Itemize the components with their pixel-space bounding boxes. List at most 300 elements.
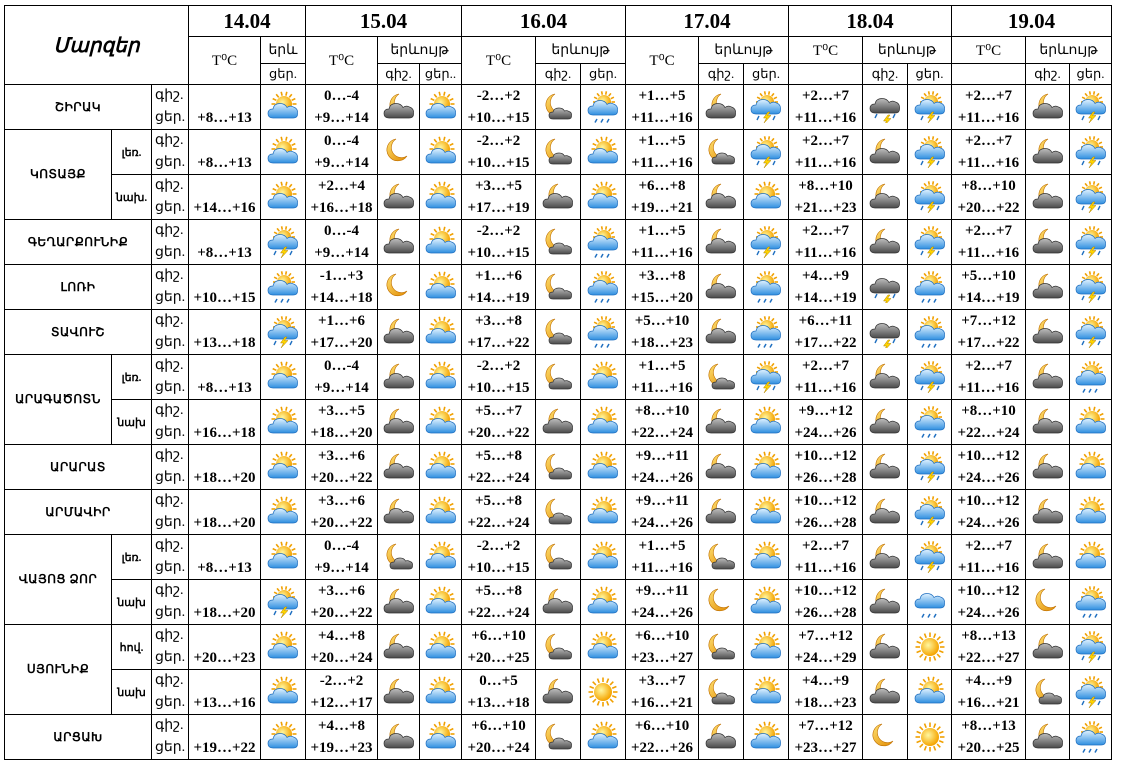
day-temp: +24…+26 (630, 515, 694, 531)
night-temp: +5…+10 (634, 313, 690, 329)
table-row (5, 400, 1112, 445)
sun-icon (912, 631, 948, 663)
moon-darkcloud-icon (867, 631, 903, 663)
day-temp: +11…+16 (794, 110, 857, 126)
moon-darkcloud-icon (381, 406, 417, 438)
night-label: գիշ. (155, 493, 184, 508)
region-name: ԱՐԱԳԱԾՈՏՆ (5, 355, 112, 445)
temp-cell-3 (462, 715, 536, 760)
night-day-labels (152, 445, 189, 490)
night-label: գիշ. (155, 583, 184, 598)
moon-darkcloud-icon (381, 451, 417, 483)
moon-darkcloud-icon (867, 136, 903, 168)
sun-thunder-icon (1073, 271, 1109, 303)
weather-cell-1 (261, 715, 306, 760)
night-weather-cell-3 (536, 310, 581, 355)
day-temp: +11…+16 (957, 380, 1020, 396)
night-temp: +2…+7 (964, 88, 1013, 104)
moon-darkcloud-icon (540, 406, 576, 438)
day-temp: +15…+20 (630, 290, 694, 306)
night-temp: -2…+2 (476, 538, 521, 554)
night-temp: +3…+5 (317, 403, 366, 419)
moon-cloud-icon (540, 136, 576, 168)
temp-cell-2 (306, 175, 378, 220)
day-temp: +11…+16 (794, 155, 857, 171)
phenomenon-header-6: երևույթ (1026, 37, 1112, 64)
night-temp (189, 535, 260, 557)
temp-cell-3 (462, 400, 536, 445)
day-temp: +11…+16 (957, 155, 1020, 171)
table-row (5, 580, 1112, 625)
night-temp: +2…+7 (801, 133, 850, 149)
day-weather-cell-2 (420, 625, 462, 670)
night-temp: +9…+11 (635, 493, 689, 509)
moon-darkcloud-icon (867, 676, 903, 708)
day-label: ցեր. (155, 380, 186, 395)
day-temp: +10…+15 (467, 155, 530, 171)
day-temp: +22…+24 (467, 515, 530, 531)
night-weather-cell-4 (699, 715, 744, 760)
day-temp: +14…+19 (467, 290, 530, 306)
sun-cloud-icon (265, 676, 301, 708)
night-weather-cell-6 (1026, 355, 1070, 400)
temp-cell-5 (789, 130, 863, 175)
moon-darkcloud-icon (703, 91, 739, 123)
temp-cell-5 (789, 355, 863, 400)
day-temp: +18…+20 (310, 425, 373, 441)
day-temp: +10…+15 (467, 560, 530, 576)
night-weather-cell-4 (699, 400, 744, 445)
moon-darkcloud-icon (1030, 361, 1066, 393)
day-label: ցեր. (155, 650, 186, 665)
night-temp: -2…+2 (476, 133, 521, 149)
day-temp: +8…+13 (197, 155, 252, 171)
sun-cloud-icon (585, 136, 621, 168)
night-label: գիշ. (155, 313, 184, 328)
night-day-labels (152, 355, 189, 400)
night-weather-cell-5 (863, 130, 908, 175)
sun-thunder-icon (912, 181, 948, 213)
sun-cloud-icon (585, 496, 621, 528)
moon-cloud-icon (540, 631, 576, 663)
night-subheader-5: գիշ. (863, 64, 908, 85)
temp-header-2: T⁰C (306, 37, 378, 85)
weather-cell-1 (261, 310, 306, 355)
temp-cell-1 (189, 535, 261, 580)
night-weather-cell-6 (1026, 400, 1070, 445)
date-header-4: 17.04 (626, 6, 789, 37)
sun-thunder-icon (748, 226, 784, 258)
night-weather-cell-2 (378, 85, 420, 130)
day-weather-cell-2 (420, 130, 462, 175)
night-weather-cell-3 (536, 625, 581, 670)
day-temp: +11…+16 (631, 560, 693, 576)
temp-cell-4 (626, 355, 699, 400)
day-subheader-3: ցեր. (581, 64, 626, 85)
day-weather-cell-6 (1070, 490, 1112, 535)
sun-thunder-icon (265, 316, 301, 348)
moon-darkcloud-icon (381, 226, 417, 258)
sun-cloud-icon (265, 721, 301, 753)
night-weather-cell-5 (863, 400, 908, 445)
temp-cell-3 (462, 580, 536, 625)
temp-cell-1 (189, 220, 261, 265)
night-weather-cell-6 (1026, 130, 1070, 175)
temp-cell-3 (462, 85, 536, 130)
temp-cell-1 (189, 445, 261, 490)
sun-cloud-icon (423, 361, 459, 393)
region-name: ԿՈՏԱՅՔ (5, 130, 112, 220)
temp-cell-4 (626, 670, 699, 715)
night-temp: +10…+12 (957, 448, 1020, 464)
day-temp: +17…+22 (957, 335, 1020, 351)
day-weather-cell-2 (420, 220, 462, 265)
night-weather-cell-6 (1026, 535, 1070, 580)
day-subheader-1: ցեր. (261, 64, 306, 85)
moon-darkcloud-icon (867, 496, 903, 528)
moon-icon (703, 586, 739, 618)
temp-cell-3 (462, 670, 536, 715)
night-temp: +3…+7 (638, 673, 686, 689)
day-weather-cell-6 (1070, 670, 1112, 715)
night-label: գիշ. (155, 628, 184, 643)
day-weather-cell-4 (744, 715, 789, 760)
sun-rain-icon (912, 316, 948, 348)
night-temp: +2…+7 (801, 538, 850, 554)
sun-rain-icon (1073, 361, 1109, 393)
temp-cell-3 (462, 535, 536, 580)
night-weather-cell-3 (536, 490, 581, 535)
temp-cell-2 (306, 625, 378, 670)
night-weather-cell-2 (378, 580, 420, 625)
night-weather-cell-6 (1026, 265, 1070, 310)
day-temp: +9…+14 (314, 155, 369, 171)
day-weather-cell-5 (908, 310, 952, 355)
day-temp: +19…+21 (630, 200, 694, 216)
temp-cell-3 (462, 220, 536, 265)
temp-cell-5 (789, 175, 863, 220)
night-temp: -2…+2 (476, 88, 521, 104)
day-temp: +18…+23 (630, 335, 694, 351)
temp-cell-3 (462, 130, 536, 175)
moon-cloud-icon (540, 271, 576, 303)
region-name: ԳԵՂԱՐՔՈՒՆԻՔ (5, 220, 152, 265)
date-header-6: 19.04 (952, 6, 1112, 37)
day-temp: +24…+26 (957, 470, 1020, 486)
night-day-labels (152, 400, 189, 445)
day-temp: +13…+18 (193, 335, 256, 351)
temp-header-5: T⁰C (789, 37, 863, 64)
day-temp: +22…+26 (630, 740, 694, 756)
day-label: ցեր. (155, 515, 186, 530)
night-temp: +4…+9 (801, 268, 850, 284)
table-row (5, 355, 1112, 400)
table-row (5, 445, 1112, 490)
day-weather-cell-6 (1070, 355, 1112, 400)
region-name: ԱՐԱՐԱՏ (5, 445, 152, 490)
night-weather-cell-5 (863, 580, 908, 625)
sun-cloud-icon (585, 181, 621, 213)
sun-thunder-icon (912, 361, 948, 393)
temp-cell-2 (306, 85, 378, 130)
moon-darkcloud-icon (1030, 136, 1066, 168)
night-weather-cell-4 (699, 310, 744, 355)
temp-cell-5 (789, 535, 863, 580)
sun-thunder-icon (748, 91, 784, 123)
day-weather-cell-5 (908, 625, 952, 670)
moon-darkcloud-icon (867, 451, 903, 483)
sun-rain-icon (748, 271, 784, 303)
day-weather-cell-6 (1070, 220, 1112, 265)
moon-darkcloud-icon (381, 496, 417, 528)
sun-thunder-icon (1073, 226, 1109, 258)
day-temp: +13…+16 (193, 695, 256, 711)
night-weather-cell-3 (536, 535, 581, 580)
night-subheader-6: գիշ. (1026, 64, 1070, 85)
temp-header-6: T⁰C (952, 37, 1026, 64)
night-weather-cell-3 (536, 220, 581, 265)
temp-cell-5 (789, 220, 863, 265)
night-temp: +3…+6 (317, 448, 366, 464)
sun-thunder-icon (1073, 181, 1109, 213)
day-weather-cell-6 (1070, 85, 1112, 130)
night-temp: +6…+10 (634, 628, 690, 644)
day-weather-cell-2 (420, 490, 462, 535)
moon-cloud-icon (1030, 676, 1066, 708)
temp-cell-4 (626, 130, 699, 175)
moon-darkcloud-icon (703, 226, 739, 258)
moon-darkcloud-icon (540, 181, 576, 213)
temp-cell-5 (789, 85, 863, 130)
day-weather-cell-2 (420, 580, 462, 625)
sun-cloud-icon (585, 406, 621, 438)
night-weather-cell-3 (536, 715, 581, 760)
day-temp: +8…+13 (197, 110, 252, 126)
temp-cell-3 (462, 625, 536, 670)
day-temp: +16…+18 (310, 200, 373, 216)
night-temp: +10…+12 (957, 493, 1020, 509)
night-temp (189, 490, 260, 512)
table-row (5, 265, 1112, 310)
night-weather-cell-6 (1026, 220, 1070, 265)
day-weather-cell-4 (744, 355, 789, 400)
temp-cell-1 (189, 580, 261, 625)
moon-darkcloud-icon (867, 226, 903, 258)
night-subheader-2: գիշ. (378, 64, 420, 85)
night-weather-cell-3 (536, 265, 581, 310)
day-temp: +11…+16 (631, 110, 693, 126)
night-temp: +6…+11 (798, 313, 853, 329)
night-weather-cell-4 (699, 130, 744, 175)
region-name: ԱՐՑԱԽ (5, 715, 152, 760)
night-label: գիշ. (155, 718, 184, 733)
day-weather-cell-3 (581, 490, 626, 535)
night-day-labels (152, 310, 189, 355)
date-header-2: 15.04 (306, 6, 462, 37)
temp-cell-2 (306, 400, 378, 445)
table-row (5, 130, 1112, 175)
night-weather-cell-2 (378, 130, 420, 175)
temp-cell-6 (952, 175, 1026, 220)
sun-cloud-icon (748, 496, 784, 528)
night-temp (189, 625, 260, 647)
day-label: ցեր. (155, 335, 186, 350)
moon-darkcloud-icon (1030, 451, 1066, 483)
night-temp: +4…+9 (801, 673, 850, 689)
moon-cloud-icon (703, 136, 739, 168)
sun-cloud-icon (423, 496, 459, 528)
moon-cloud-icon (540, 496, 576, 528)
night-weather-cell-5 (863, 175, 908, 220)
table-row (5, 310, 1112, 355)
night-temp: +1…+6 (474, 268, 523, 284)
moon-icon (381, 136, 417, 168)
temp-cell-3 (462, 310, 536, 355)
night-weather-cell-3 (536, 400, 581, 445)
night-temp (189, 400, 260, 422)
night-temp (189, 130, 260, 152)
sun-cloud-icon (748, 676, 784, 708)
day-temp: +20…+25 (957, 740, 1020, 756)
night-weather-cell-2 (378, 355, 420, 400)
day-temp: +22…+24 (467, 605, 530, 621)
sun-cloud-icon (423, 541, 459, 573)
day-temp: +26…+28 (794, 515, 857, 531)
temp-cell-6 (952, 670, 1026, 715)
day-weather-cell-6 (1070, 580, 1112, 625)
day-temp: +17…+22 (467, 335, 530, 351)
sun-rain-icon (1073, 586, 1109, 618)
day-weather-cell-4 (744, 445, 789, 490)
night-temp: +1…+5 (638, 133, 686, 149)
night-temp: +1…+5 (638, 538, 686, 554)
night-temp: +7…+12 (961, 313, 1016, 329)
day-weather-cell-6 (1070, 265, 1112, 310)
night-weather-cell-4 (699, 355, 744, 400)
night-weather-cell-3 (536, 580, 581, 625)
night-temp: +10…+12 (794, 448, 857, 464)
temp-cell-3 (462, 175, 536, 220)
night-weather-cell-3 (536, 355, 581, 400)
night-label: գիշ. (155, 538, 184, 553)
sun-thunder-icon (748, 136, 784, 168)
night-temp: +5…+10 (961, 268, 1016, 284)
day-weather-cell-4 (744, 175, 789, 220)
day-temp: +11…+16 (794, 380, 857, 396)
sun-cloud-icon (423, 406, 459, 438)
day-label: ցեր. (155, 695, 186, 710)
sun-cloud-icon (423, 316, 459, 348)
night-label: գիշ. (155, 358, 184, 373)
night-temp: +1…+5 (638, 88, 686, 104)
day-weather-cell-5 (908, 175, 952, 220)
table-row (5, 490, 1112, 535)
sun-thunder-icon (912, 451, 948, 483)
temp-header-1: T⁰C (189, 37, 261, 85)
zone-label: նախ (112, 400, 152, 445)
night-weather-cell-3 (536, 85, 581, 130)
day-weather-cell-2 (420, 535, 462, 580)
night-temp: +3…+6 (317, 493, 366, 509)
region-header: Մարզեր (5, 6, 189, 85)
moon-darkcloud-icon (867, 586, 903, 618)
zone-label: հով. (112, 625, 152, 670)
temp-cell-2 (306, 715, 378, 760)
moon-cloud-icon (540, 361, 576, 393)
night-weather-cell-5 (863, 265, 908, 310)
moon-darkcloud-icon (703, 496, 739, 528)
day-temp: +24…+26 (957, 515, 1020, 531)
temp-cell-5 (789, 445, 863, 490)
night-temp: +2…+7 (964, 133, 1013, 149)
day-weather-cell-5 (908, 400, 952, 445)
night-label: գիշ. (155, 178, 184, 193)
weather-cell-1 (261, 400, 306, 445)
sun-cloud-icon (265, 181, 301, 213)
day-weather-cell-4 (744, 400, 789, 445)
sun-cloud-icon (423, 676, 459, 708)
sun-thunder-icon (912, 226, 948, 258)
temp-cell-6 (952, 580, 1026, 625)
day-temp: +23…+27 (630, 650, 694, 666)
temp-cell-5 (789, 490, 863, 535)
night-temp: +2…+7 (801, 88, 850, 104)
day-weather-cell-5 (908, 220, 952, 265)
sun-cloud-icon (748, 631, 784, 663)
moon-darkcloud-icon (867, 541, 903, 573)
day-weather-cell-3 (581, 130, 626, 175)
sun-cloud-icon (585, 541, 621, 573)
moon-darkcloud-icon (381, 181, 417, 213)
sun-cloud-icon (423, 586, 459, 618)
temp-cell-2 (306, 580, 378, 625)
temp-cell-6 (952, 130, 1026, 175)
day-temp: +17…+20 (310, 335, 373, 351)
sun-cloud-icon (423, 451, 459, 483)
sun-cloud-icon (585, 451, 621, 483)
day-label: ցեր. (155, 740, 186, 755)
day-weather-cell-5 (908, 670, 952, 715)
night-weather-cell-2 (378, 265, 420, 310)
temp-cell-4 (626, 580, 699, 625)
day-temp: +19…+23 (310, 740, 373, 756)
day-weather-cell-2 (420, 85, 462, 130)
day-weather-cell-3 (581, 400, 626, 445)
night-weather-cell-5 (863, 310, 908, 355)
sun-cloud-icon (748, 181, 784, 213)
day-weather-cell-4 (744, 85, 789, 130)
weather-cell-1 (261, 580, 306, 625)
day-weather-cell-3 (581, 265, 626, 310)
weather-cell-1 (261, 625, 306, 670)
moon-darkcloud-icon (703, 271, 739, 303)
night-temp: +8…+10 (634, 403, 690, 419)
moon-darkcloud-icon (703, 721, 739, 753)
temp-subheader-6 (952, 64, 1026, 85)
day-label: ցեր. (155, 605, 186, 620)
night-weather-cell-6 (1026, 175, 1070, 220)
day-temp: +21…+23 (794, 200, 857, 216)
day-temp: +16…+21 (957, 695, 1020, 711)
day-temp: +10…+15 (467, 245, 530, 261)
night-weather-cell-2 (378, 400, 420, 445)
temp-cell-1 (189, 625, 261, 670)
temp-cell-6 (952, 715, 1026, 760)
sun-cloud-icon (265, 406, 301, 438)
moon-darkcloud-icon (867, 361, 903, 393)
moon-darkcloud-icon (867, 406, 903, 438)
day-label: ցեր. (155, 245, 186, 260)
